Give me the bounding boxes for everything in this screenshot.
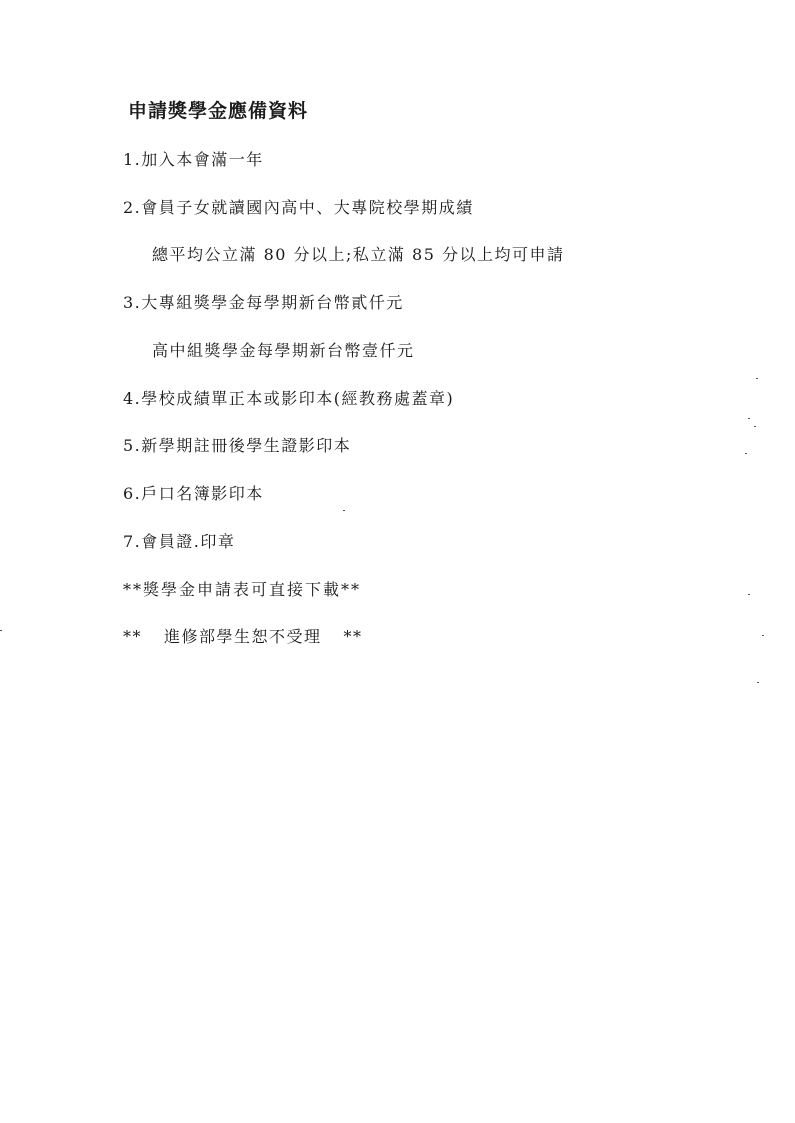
scan-speck [762,635,764,636]
scan-speck [748,418,750,419]
note-suffix-stars: ** [343,627,363,646]
requirement-student-id: 5.新學期註冊後學生證影印本 [123,436,352,455]
requirement-membership: 1.加入本會滿一年 [123,150,264,169]
scan-speck [754,426,756,427]
note-text: 進修部學生恕不受理 [164,627,322,646]
scan-speck [343,510,345,511]
scan-speck [748,594,750,595]
scholarship-college-amount: 3.大專組獎學金每學期新台幣貳仟元 [123,293,404,312]
requirement-member-card-seal: 7.會員證.印章 [123,532,236,551]
requirement-transcript: 4.學校成績單正本或影印本(經教務處蓋章) [123,389,455,408]
download-note: **獎學金申請表可直接下載** [123,580,362,599]
scholarship-highschool-amount: 高中組獎學金每學期新台幣壹仟元 [152,341,415,360]
requirement-grades: 2.會員子女就讀國內高中、大專院校學期成績 [123,198,474,217]
scan-speck [757,682,759,683]
exclusion-note [123,624,363,647]
scan-speck [756,378,758,379]
scan-speck [0,630,2,631]
scan-speck [745,453,747,454]
document-title: 申請獎學金應備資料 [128,100,309,122]
requirement-household-register: 6.戶口名簿影印本 [123,484,264,503]
requirement-grades-detail: 總平均公立滿 80 分以上;私立滿 85 分以上均可申請 [152,245,565,264]
note-prefix-stars: ** [123,627,142,646]
